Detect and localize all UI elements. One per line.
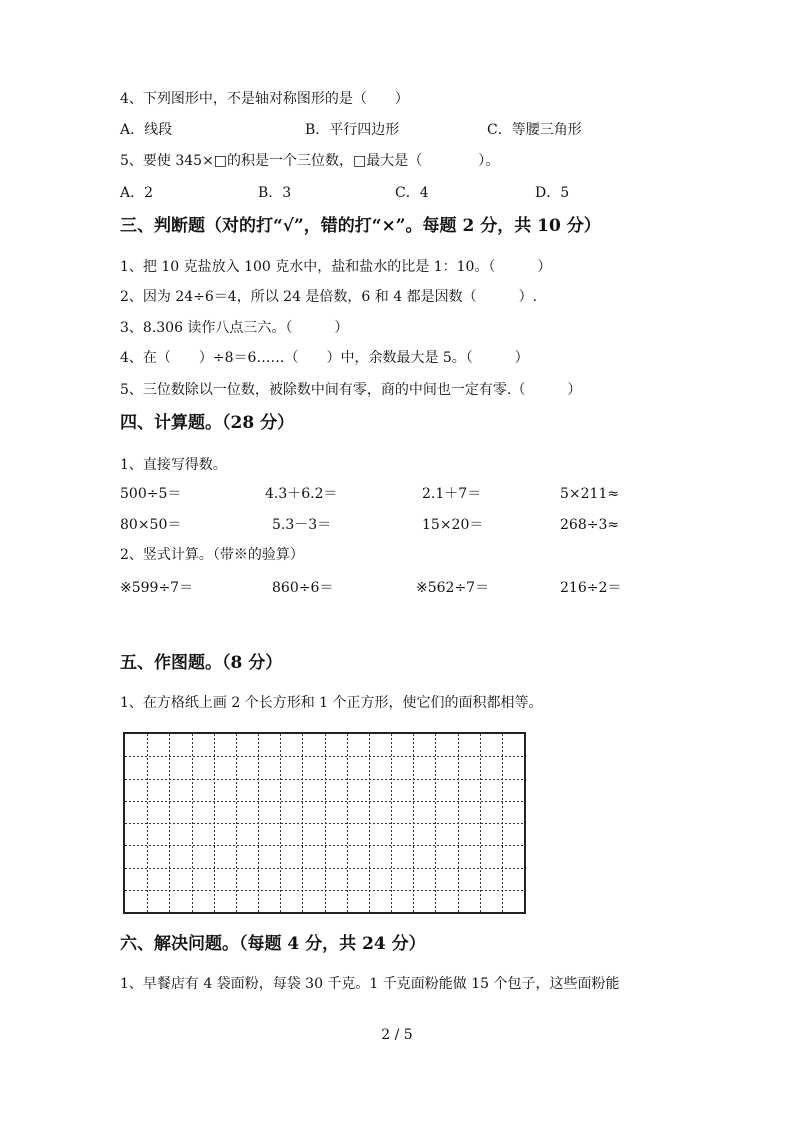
calc-item: 500÷5＝ (120, 486, 182, 502)
question-5-option-d: D．5 (535, 185, 570, 201)
judge-item-3: 3、8.306 读作八点三六。（ ） (120, 320, 349, 336)
vertical-calc-item: ※562÷7＝ (416, 580, 490, 596)
calc-subtitle-1: 1、直接写得数。 (120, 457, 227, 473)
question-4-option-c: C．等腰三角形 (487, 122, 582, 138)
section-6-heading: 六、解决问题。（每题 4 分，共 24 分） (120, 934, 426, 954)
calc-item: 2.1＋7＝ (422, 486, 482, 502)
page-number: 2 / 5 (381, 1027, 413, 1043)
judge-item-4: 4、在（ ）÷8＝6……（ ）中，余数最大是 5。（ ） (120, 350, 529, 366)
question-5-option-c: C．4 (395, 185, 429, 201)
square-grid-paper (123, 732, 526, 914)
vertical-calc-item: ※599÷7＝ (120, 580, 194, 596)
judge-item-2: 2、因为 24÷6＝4，所以 24 是倍数，6 和 4 都是因数（ ）. (120, 289, 538, 305)
question-5-option-b: B．3 (258, 185, 292, 201)
vertical-calc-item: 860÷6＝ (272, 580, 334, 596)
calc-item: 4.3＋6.2＝ (265, 486, 338, 502)
section-3-heading: 三、判断题（对的打“√”，错的打“×”。每题 2 分，共 10 分） (120, 216, 601, 236)
question-4-option-b: B．平行四边形 (305, 122, 400, 138)
calc-item: 80×50＝ (120, 517, 182, 533)
calc-item: 5×211≈ (560, 486, 620, 502)
judge-item-5: 5、三位数除以一位数，被除数中间有零，商的中间也一定有零.（ ） (120, 382, 582, 398)
grid-lines (125, 734, 524, 912)
question-4-option-a: A．线段 (120, 122, 173, 138)
section-4-heading: 四、计算题。（28 分） (120, 413, 295, 433)
calc-item: 268÷3≈ (560, 517, 620, 533)
judge-item-1: 1、把 10 克盐放入 100 克水中，盐和盐水的比是 1：10。（ ） (120, 259, 552, 275)
calc-subtitle-2: 2、竖式计算。（带※的验算） (120, 547, 304, 563)
problem-question-1: 1、早餐店有 4 袋面粉，每袋 30 千克。1 千克面粉能做 15 个包子，这些面粉能 (120, 976, 620, 992)
question-5-stem: 5、要使 345×□的积是一个三位数，□最大是（ ）。 (120, 153, 500, 169)
section-5-heading: 五、作图题。（8 分） (120, 653, 283, 673)
calc-item: 5.3－3＝ (272, 517, 332, 533)
question-5-option-a: A．2 (120, 185, 154, 201)
drawing-question-1: 1、在方格纸上画 2 个长方形和 1 个正方形，使它们的面积都相等。 (120, 695, 543, 711)
calc-item: 15×20＝ (422, 517, 484, 533)
vertical-calc-item: 216÷2＝ (560, 580, 622, 596)
question-4-stem: 4、下列图形中，不是轴对称图形的是（ ） (120, 91, 409, 107)
